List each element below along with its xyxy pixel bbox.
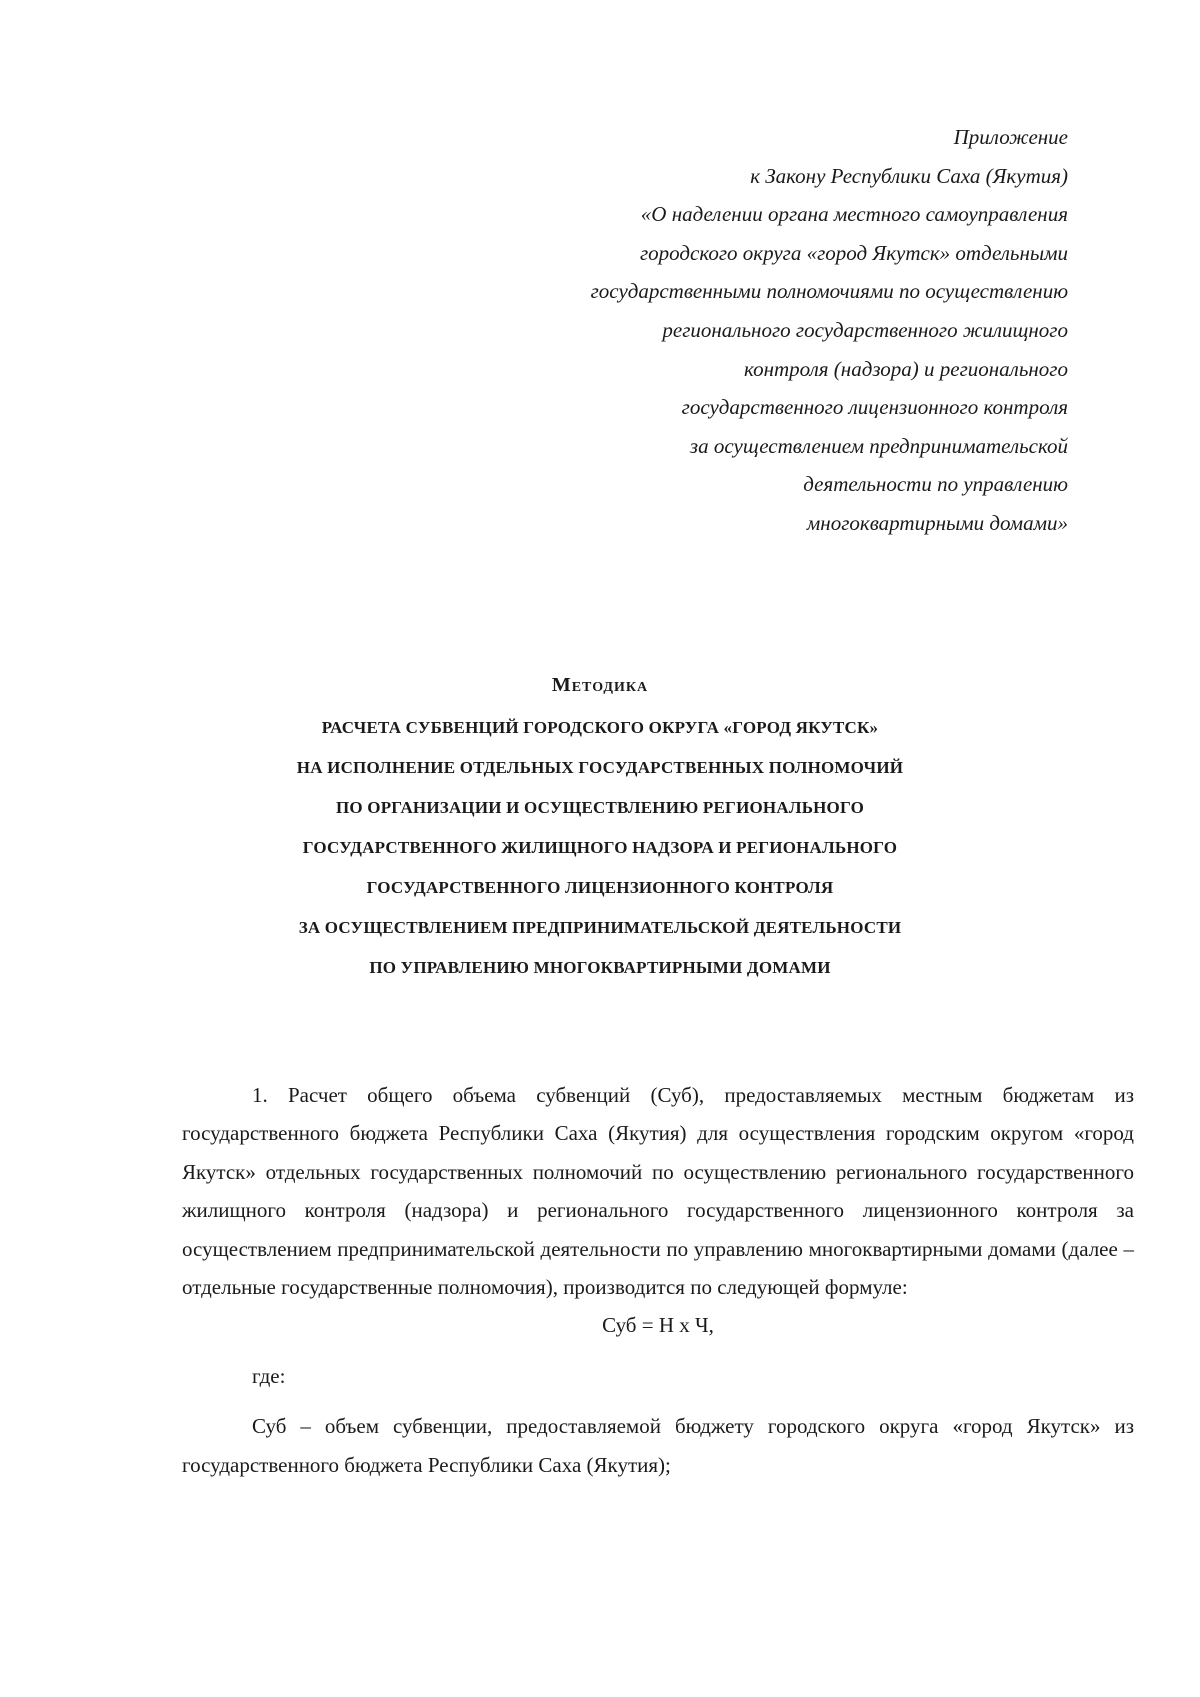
document-title [0, 668, 1200, 988]
paragraph-1: 1. Расчет общего объема субвенций (Суб), предоставляемых местным бюджетам из государственного бюджета Республики Саха (Якутия) для осуществления городским округом «город Якутск» отдельных государственных полномочий по осуществлению регионального государственного жилищного контроля (надзора) и регионального государственного лицензионного контроля за осуществлением предпринимательской деятельности по управлению многоквартирными домами (далее – отдельные государственные полномочия), производится по следующей формуле: [182, 1083, 1134, 1300]
appendix-line: деятельности по управлению [803, 472, 1068, 497]
where-label: где: [252, 1363, 286, 1388]
title-line: РАСЧЕТА СУБВЕНЦИЙ ГОРОДСКОГО ОКРУГА «ГОРОД ЯКУТСК» [321, 718, 879, 737]
title-main: Методика [551, 674, 649, 696]
appendix-line: регионального государственного жилищного [662, 317, 1068, 342]
title-line: ПО ОРГАНИЗАЦИИ И ОСУЩЕСТВЛЕНИЮ РЕГИОНАЛЬНОГО [335, 798, 864, 817]
appendix-line: многоквартирными домами» [806, 510, 1068, 535]
appendix-line: государственными полномочиями по осуществлению [590, 279, 1068, 304]
appendix-line: Приложение [953, 125, 1068, 149]
appendix-line: «О наделении органа местного самоуправления [640, 202, 1068, 227]
appendix-line: государственного лицензионного контроля [681, 395, 1068, 420]
paragraph-2: Суб – объем субвенции, предоставляемой бюджету городского округа «город Якутск» из государственного бюджета Республики Саха (Якутия); [182, 1414, 1134, 1477]
title-line: ПО УПРАВЛЕНИЮ МНОГОКВАРТИРНЫМИ ДОМАМИ [369, 958, 831, 977]
body-text [182, 1076, 1134, 1484]
appendix-header [448, 118, 1068, 543]
appendix-line: городского округа «город Якутск» отдельными [639, 240, 1068, 265]
title-line: ГОСУДАРСТВЕННОГО ЖИЛИЩНОГО НАДЗОРА И РЕГИОНАЛЬНОГО [302, 838, 898, 857]
title-line: НА ИСПОЛНЕНИЕ ОТДЕЛЬНЫХ ГОСУДАРСТВЕННЫХ ПОЛНОМОЧИЙ [296, 758, 904, 777]
appendix-line: к Закону Республики Саха (Якутия) [750, 163, 1068, 188]
formula: Суб = Н х Ч, [602, 1313, 714, 1338]
appendix-line: контроля (надзора) и регионального [744, 356, 1068, 381]
title-line: ГОСУДАРСТВЕННОГО ЛИЦЕНЗИОННОГО КОНТРОЛЯ [366, 878, 834, 897]
appendix-line: за осуществлением предпринимательской [689, 433, 1068, 458]
title-line: ЗА ОСУЩЕСТВЛЕНИЕМ ПРЕДПРИНИМАТЕЛЬСКОЙ ДЕЯТЕЛЬНОСТИ [298, 918, 902, 937]
